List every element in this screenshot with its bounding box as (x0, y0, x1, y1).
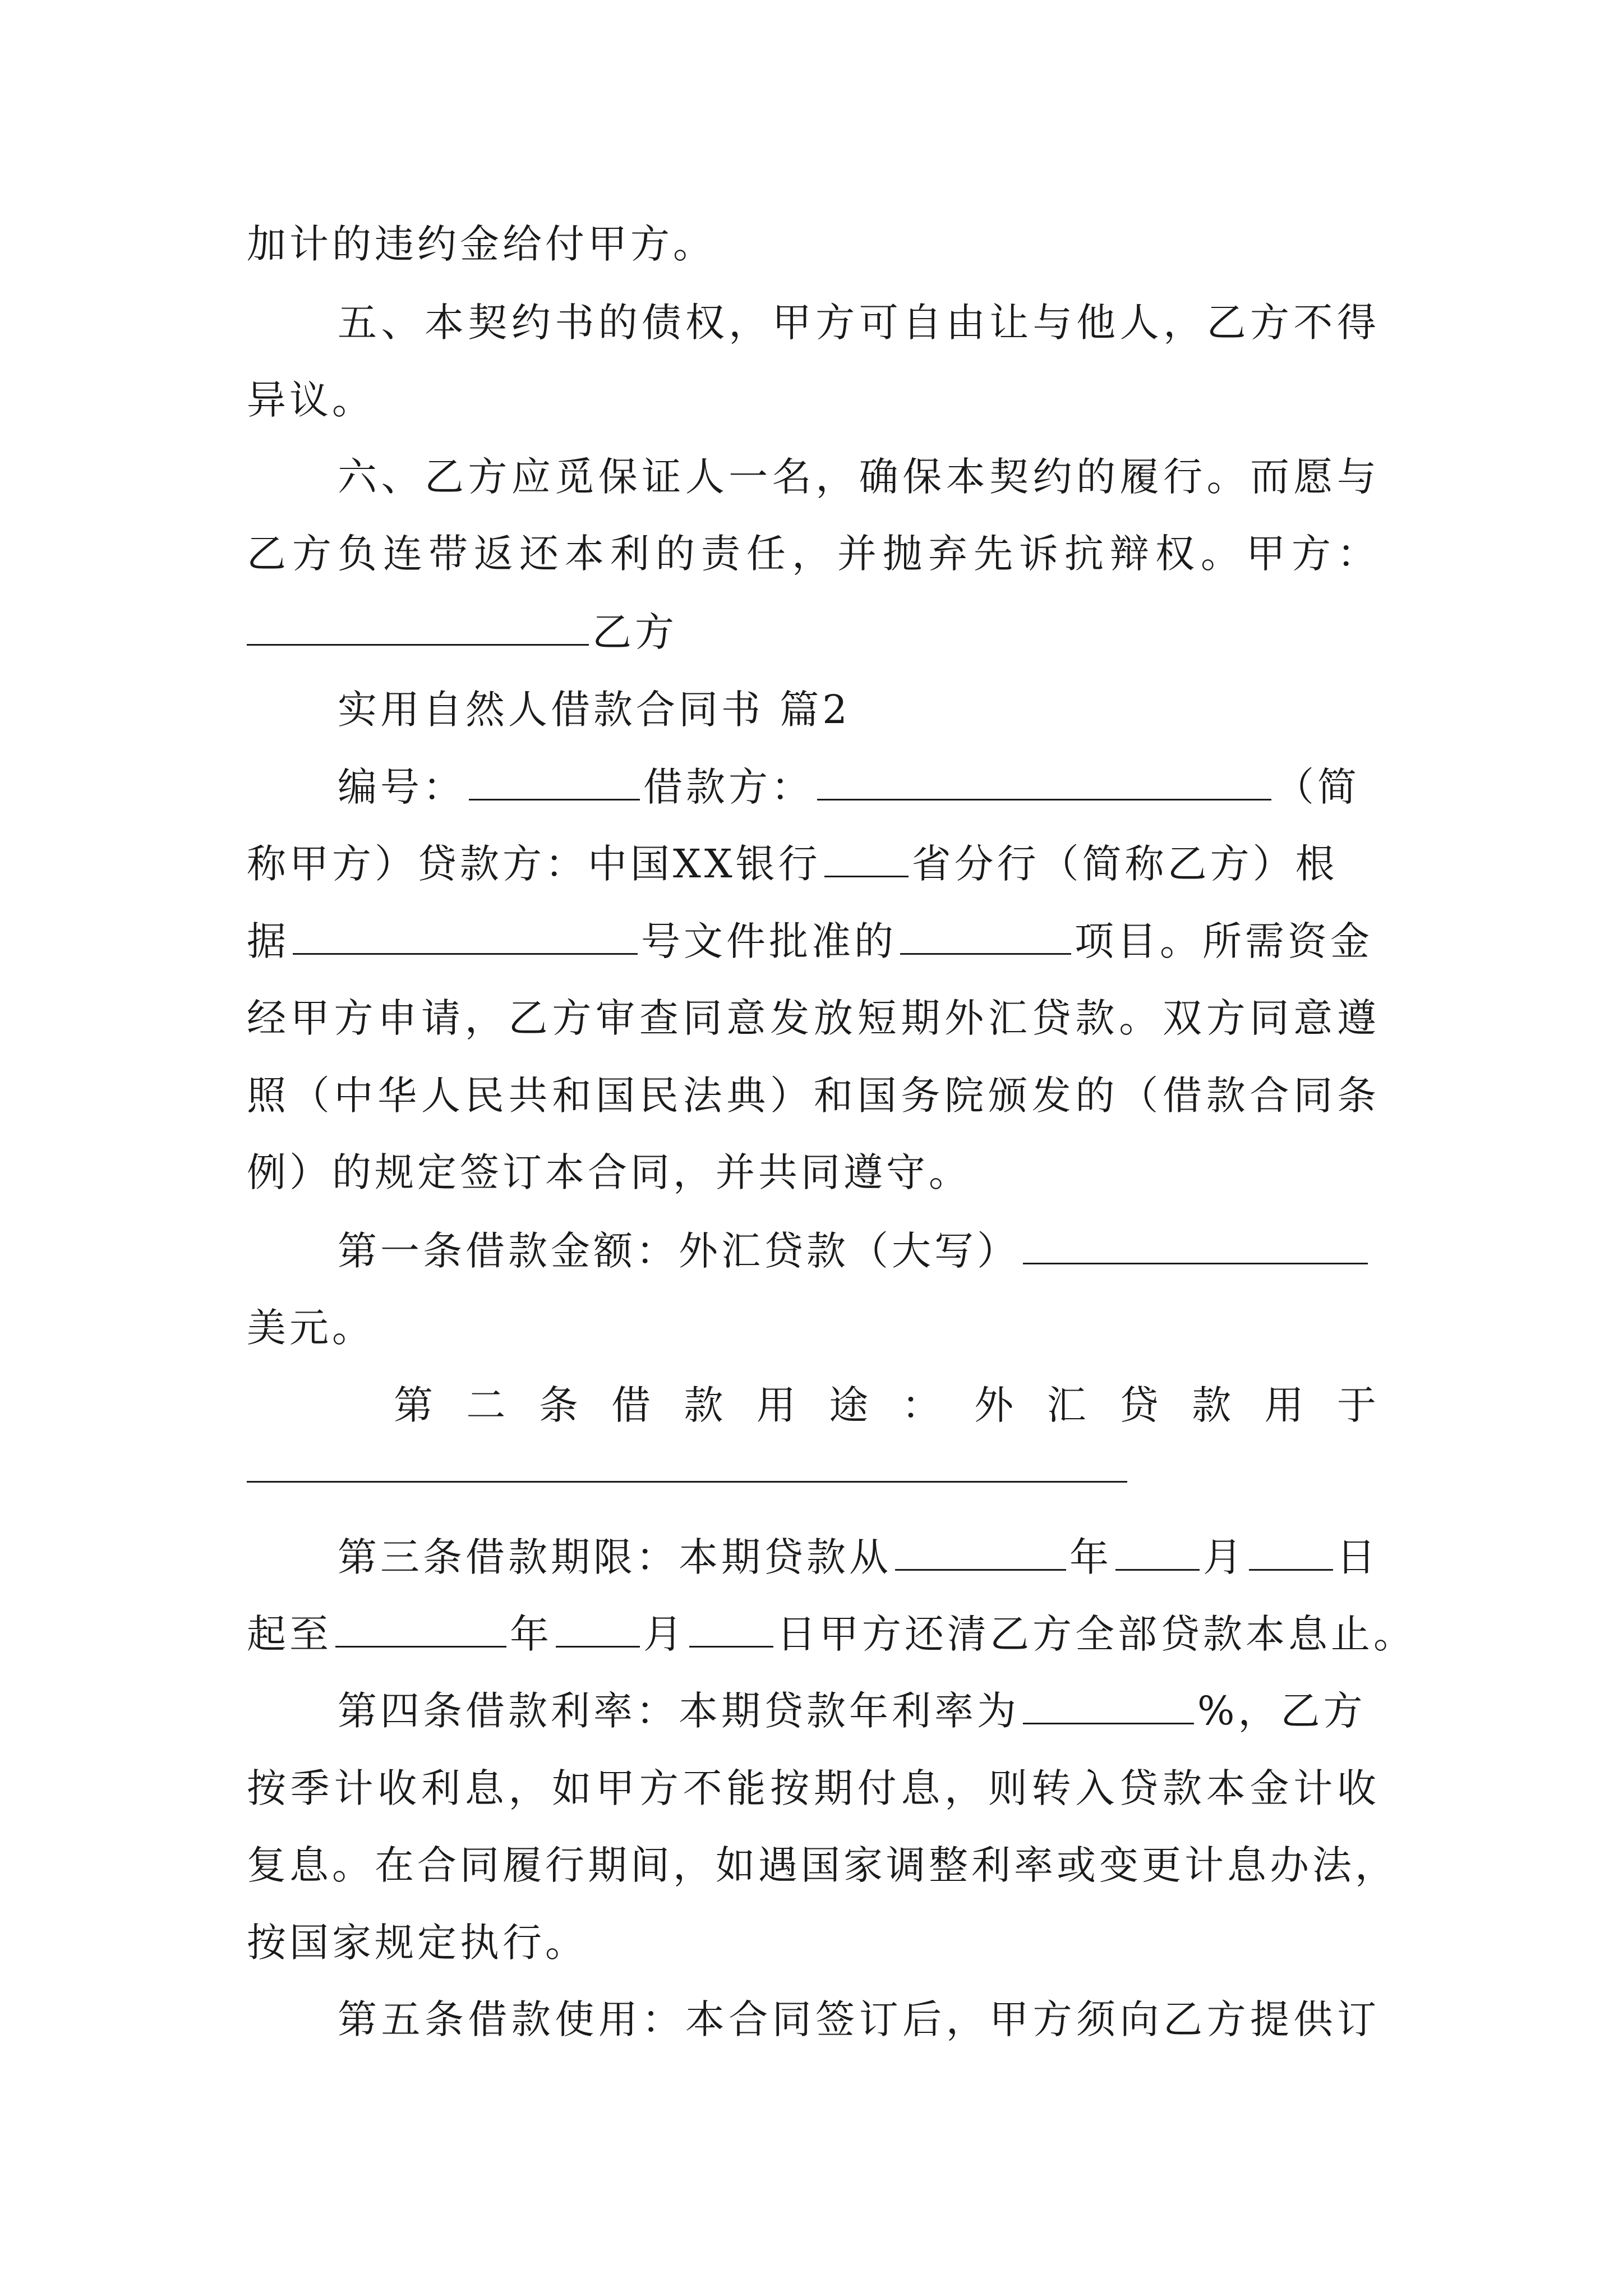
percent-text: %，乙方 (1197, 1688, 1366, 1734)
start-year-blank[interactable] (895, 1530, 1066, 1571)
borrower-blank[interactable] (817, 760, 1271, 800)
paragraph-line: 复息。在合同履行期间，如遇国家调整利率或变更计息办法， (247, 1842, 1398, 1888)
year-label: 年 (510, 1611, 552, 1657)
number-label: 编号： (338, 764, 465, 810)
signature-line (247, 593, 1380, 671)
month-label: 月 (643, 1611, 686, 1657)
until-text: 起至 (247, 1611, 332, 1657)
article-four-line (338, 1672, 1380, 1750)
clause-five-line-1: 五、本契约书的债权，甲方可自由让与他人，乙方不得 (338, 300, 1380, 346)
approval-line (247, 902, 1380, 981)
contract-number-line (338, 748, 1380, 826)
start-month-blank[interactable] (1115, 1530, 1200, 1571)
lender-text: 称甲方）贷款方：中国XX银行 (247, 841, 821, 887)
paragraph-line: 照（中华人民共和国民法典）和国务院颁发的（借款合同条 (247, 1073, 1380, 1119)
branch-text: 省分行（简称乙方）根 (911, 841, 1338, 887)
paragraph-line: 按国家规定执行。 (247, 1920, 588, 1966)
paragraph-line: 例）的规定签订本合同，并共同遵守。 (247, 1149, 971, 1195)
article-one-text: 第一条借款金额：外汇贷款（大写） (338, 1228, 1020, 1274)
term-text: 第三条借款期限：本期贷款从 (338, 1534, 892, 1580)
rate-text: 第四条借款利率：本期贷款年利率为 (338, 1688, 1020, 1734)
party-b-label: 乙方 (592, 609, 677, 655)
article-one-line (338, 1212, 1380, 1290)
year-label: 年 (1069, 1534, 1112, 1580)
party-a-blank[interactable] (247, 605, 589, 646)
repay-text: 日甲方还清乙方全部贷款本息止。 (777, 1611, 1416, 1657)
rate-blank[interactable] (1023, 1683, 1194, 1724)
project-blank[interactable] (900, 914, 1071, 955)
section-heading: 实用自然人借款合同书 篇2 (338, 687, 851, 733)
end-year-blank[interactable] (335, 1607, 506, 1648)
paragraph-line: 美元。 (247, 1305, 375, 1351)
lender-line (247, 825, 1380, 903)
amount-blank[interactable] (1023, 1223, 1368, 1264)
article-five-line: 第五条借款使用：本合同签订后，甲方须向乙方提供订 (338, 1996, 1380, 2042)
paragraph-line: 加计的违约金给付甲方。 (247, 221, 716, 267)
term-end-line (247, 1595, 1416, 1673)
approval-prefix: 据 (247, 918, 289, 964)
article-three-line (338, 1518, 1380, 1596)
paragraph-line: 按季计收利息，如甲方不能按期付息，则转入贷款本金计收 (247, 1765, 1380, 1811)
purpose-blank[interactable] (247, 1481, 1127, 1483)
month-label: 月 (1203, 1534, 1246, 1580)
document-number-blank[interactable] (293, 914, 638, 955)
approval-text: 号文件批准的 (641, 918, 897, 964)
clause-six-line-2: 乙方负连带返还本利的责任，并抛弃先诉抗辩权。甲方： (247, 531, 1380, 577)
borrower-label: 借款方： (643, 764, 814, 810)
province-blank[interactable] (824, 836, 909, 877)
day-label: 日 (1336, 1534, 1379, 1580)
paren-text: （简 (1275, 764, 1360, 810)
number-blank[interactable] (469, 760, 640, 800)
end-day-blank[interactable] (689, 1607, 773, 1648)
start-day-blank[interactable] (1249, 1530, 1333, 1571)
clause-six-line-1: 六、乙方应觅保证人一名，确保本契约的履行。而愿与 (338, 454, 1380, 500)
project-text: 项目。所需资金 (1075, 918, 1373, 964)
article-two-line: 第 二 条 借 款 用 途 ： 外 汇 贷 款 用 于 (394, 1382, 1380, 1428)
end-month-blank[interactable] (556, 1607, 640, 1648)
clause-five-line-2: 异议。 (247, 377, 375, 423)
paragraph-line: 经甲方申请，乙方审查同意发放短期外汇贷款。双方同意遵 (247, 995, 1380, 1041)
